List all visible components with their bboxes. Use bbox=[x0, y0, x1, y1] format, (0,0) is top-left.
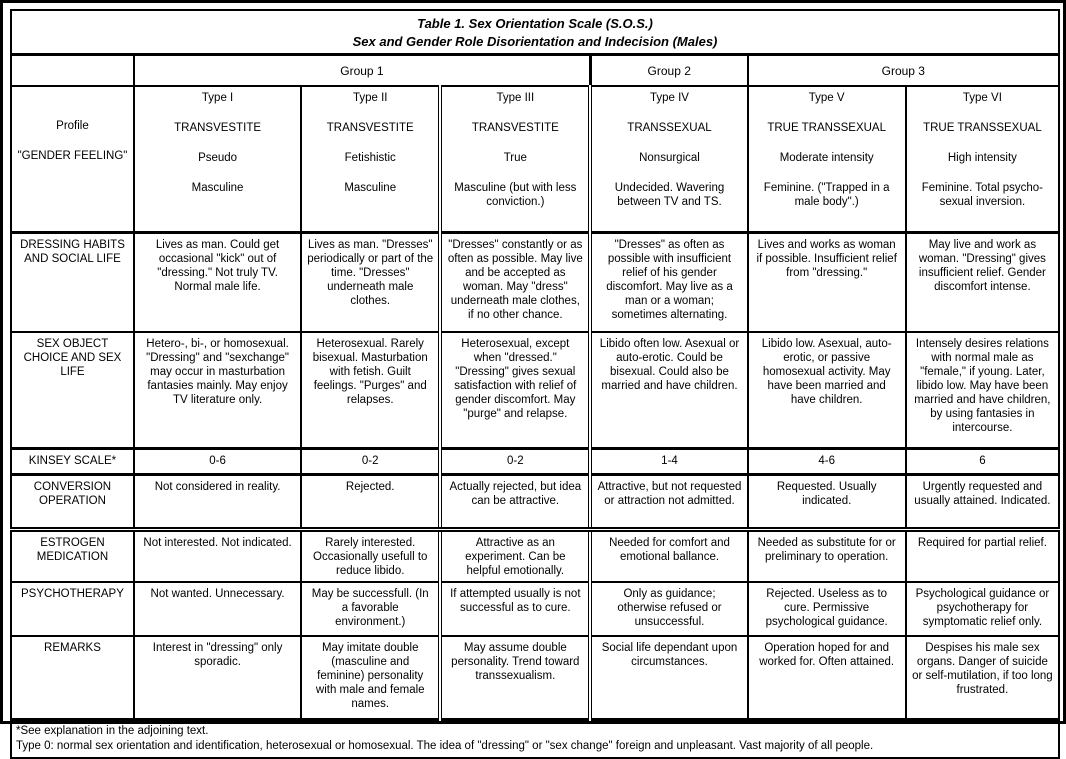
psychotherapy-row bbox=[11, 582, 1059, 636]
estrogen-medication-type-3: Attractive as an experiment. Can be helpful emotionally. bbox=[440, 530, 590, 583]
remarks-type-4: Social life dependant upon circumstances. bbox=[590, 636, 747, 720]
conversion-operation-type-1: Not considered in reality. bbox=[134, 475, 301, 530]
row-label-conversion-operation: CONVERSION OPERATION bbox=[11, 475, 134, 530]
type-3-category: TRANSVESTITE bbox=[471, 122, 559, 135]
dressing-habits-type-1: Lives as man. Could get occasional "kick" out of "dressing." Not truly TV. Normal male life. bbox=[134, 233, 301, 333]
type-2-subtype: Fetishistic bbox=[344, 152, 396, 165]
table-title bbox=[11, 10, 1059, 55]
remarks-row bbox=[11, 636, 1059, 720]
psychotherapy-type-4: Only as guidance; otherwise refused or unsuccessful. bbox=[590, 582, 747, 636]
footnote-row bbox=[11, 720, 1059, 759]
psychotherapy-type-3: If attempted usually is not successful as to cure. bbox=[440, 582, 590, 636]
type-2-number: Type II bbox=[352, 92, 388, 104]
estrogen-medication-type-4: Needed for comfort and emotional ballance. bbox=[590, 530, 747, 583]
row-label-psychotherapy: PSYCHOTHERAPY bbox=[11, 582, 134, 636]
conversion-operation-type-5: Requested. Usually indicated. bbox=[748, 475, 906, 530]
type-2-gender-feeling: Masculine bbox=[344, 182, 397, 195]
footnote-line1: *See explanation in the adjoining text. bbox=[16, 725, 209, 738]
conversion-operation-type-2: Rejected. bbox=[301, 475, 440, 530]
type-6-number: Type VI bbox=[962, 92, 1002, 104]
type-1-category: TRANSVESTITE bbox=[174, 122, 262, 135]
dressing-habits-type-3: "Dresses" constantly or as often as possible. May live and be accepted as woman. May "dress" underneath male clothes, if no other chance. bbox=[440, 233, 590, 333]
remarks-type-3: May assume double personality. Trend toward transsexualism. bbox=[440, 636, 590, 720]
type-1-number: Type I bbox=[201, 92, 234, 104]
dressing-habits-type-6: May live and work as woman. "Dressing" gives insufficient relief. Gender discomfort intense. bbox=[906, 233, 1059, 333]
group-header-row bbox=[11, 55, 1059, 87]
dressing-habits-type-2: Lives as man. "Dresses" periodically or part of the time. "Dresses" underneath male clothes. bbox=[301, 233, 440, 333]
conversion-operation-type-4: Attractive, but not requested or attraction not admitted. bbox=[590, 475, 747, 530]
type-6-header-cell bbox=[906, 86, 1059, 233]
table-title-line1: Table 1. Sex Orientation Scale (S.O.S.) bbox=[417, 16, 653, 31]
type-4-header-cell bbox=[590, 86, 747, 233]
type-profile-row bbox=[11, 86, 1059, 233]
conversion-operation-type-6: Urgently requested and usually attained. Indicated. bbox=[906, 475, 1059, 530]
sex-object-type-4: Libido often low. Asexual or auto-erotic. Could be bisexual. Could also be married and have children. bbox=[590, 332, 747, 449]
estrogen-medication-row bbox=[11, 530, 1059, 583]
type-6-category: TRUE TRANSSEXUAL bbox=[923, 122, 1042, 135]
sex-object-type-3: Heterosexual, except when "dressed." "Dressing" gives sexual satisfaction with relief of gender discomfort. May "purge" and relapse. bbox=[440, 332, 590, 449]
row-label-sex-object-choice: SEX OBJECT CHOICE AND SEX LIFE bbox=[11, 332, 134, 449]
type-1-header-cell bbox=[134, 86, 301, 233]
sex-object-choice-row bbox=[11, 332, 1059, 449]
group-2-header: Group 2 bbox=[590, 55, 747, 87]
profile-label-line1: Profile bbox=[56, 120, 89, 132]
type-3-number: Type III bbox=[496, 92, 535, 104]
group-1-header: Group 1 bbox=[134, 55, 590, 87]
type-2-header-cell bbox=[301, 86, 440, 233]
type-5-number: Type V bbox=[808, 92, 845, 104]
sos-table bbox=[10, 9, 1060, 759]
type-4-number: Type IV bbox=[649, 92, 689, 104]
footnote-cell bbox=[11, 720, 1059, 759]
remarks-type-1: Interest in "dressing" only sporadic. bbox=[134, 636, 301, 720]
kinsey-scale-type-2: 0-2 bbox=[301, 449, 440, 475]
kinsey-scale-type-4: 1-4 bbox=[590, 449, 747, 475]
psychotherapy-type-5: Rejected. Useless as to cure. Permissive psychological guidance. bbox=[748, 582, 906, 636]
kinsey-scale-type-6: 6 bbox=[906, 449, 1059, 475]
title-row bbox=[11, 10, 1059, 55]
type-3-subtype: True bbox=[503, 152, 527, 165]
estrogen-medication-type-1: Not interested. Not indicated. bbox=[134, 530, 301, 583]
psychotherapy-type-6: Psychological guidance or psychotherapy for symptomatic relief only. bbox=[906, 582, 1059, 636]
row-label-dressing-habits: DRESSING HABITS AND SOCIAL LIFE bbox=[11, 233, 134, 333]
type-6-subtype: High intensity bbox=[947, 152, 1017, 165]
type-4-category: TRANSSEXUAL bbox=[627, 122, 712, 135]
type-5-gender-feeling: Feminine. ("Trapped in a male body".) bbox=[763, 182, 890, 209]
row-label-remarks: REMARKS bbox=[11, 636, 134, 720]
dressing-habits-row bbox=[11, 233, 1059, 333]
kinsey-scale-type-3: 0-2 bbox=[440, 449, 590, 475]
sex-object-type-5: Libido low. Asexual, auto-erotic, or passive homosexual activity. May have been married and have children. bbox=[748, 332, 906, 449]
type-3-gender-feeling: Masculine (but with less conviction.) bbox=[454, 182, 577, 209]
sex-object-type-6: Intensely desires relations with normal male as "female," if young. Later, libido low. May have been married and have children, by using fantasies in intercourse. bbox=[906, 332, 1059, 449]
remarks-type-6: Despises his male sex organs. Danger of suicide or self-mutilation, if too long frustrated. bbox=[906, 636, 1059, 720]
dressing-habits-type-4: "Dresses" as often as possible with insufficient relief of his gender discomfort. May live as a man or a woman; sometimes alternating. bbox=[590, 233, 747, 333]
psychotherapy-type-2: May be successfull. (In a favorable environment.) bbox=[301, 582, 440, 636]
type-3-header-cell bbox=[440, 86, 590, 233]
group-3-header: Group 3 bbox=[748, 55, 1059, 87]
kinsey-scale-type-1: 0-6 bbox=[134, 449, 301, 475]
remarks-type-2: May imitate double (masculine and feminine) personality with male and female names. bbox=[301, 636, 440, 720]
type-1-subtype: Pseudo bbox=[198, 152, 238, 165]
type-4-subtype: Nonsurgical bbox=[639, 152, 700, 165]
psychotherapy-type-1: Not wanted. Unnecessary. bbox=[134, 582, 301, 636]
kinsey-scale-row bbox=[11, 449, 1059, 475]
estrogen-medication-type-2: Rarely interested. Occasionally usefull to reduce libido. bbox=[301, 530, 440, 583]
footnote-line2: Type 0: normal sex orientation and identification, heterosexual or homosexual. The idea of "dressing" or "sex change" foreign and unpleasant. Vast majority of all people. bbox=[16, 739, 874, 752]
conversion-operation-type-3: Actually rejected, but idea can be attractive. bbox=[440, 475, 590, 530]
estrogen-medication-type-6: Required for partial relief. bbox=[906, 530, 1059, 583]
type-6-gender-feeling: Feminine. Total psycho-sexual inversion. bbox=[921, 182, 1043, 209]
profile-label-line2: "GENDER FEELING" bbox=[17, 150, 128, 163]
type-5-category: TRUE TRANSSEXUAL bbox=[767, 122, 886, 135]
group-header-empty-cell bbox=[11, 55, 134, 87]
estrogen-medication-type-5: Needed as substitute for or preliminary to operation. bbox=[748, 530, 906, 583]
type-1-gender-feeling: Masculine bbox=[191, 182, 244, 195]
sex-object-type-2: Heterosexual. Rarely bisexual. Masturbation with fetish. Guilt feelings. "Purges" and relapses. bbox=[301, 332, 440, 449]
row-label-estrogen-medication: ESTROGEN MEDICATION bbox=[11, 530, 134, 583]
kinsey-scale-type-5: 4-6 bbox=[748, 449, 906, 475]
sex-object-type-1: Hetero-, bi-, or homosexual. "Dressing" and "sexchange" may occur in masturbation fantasies mainly. May enjoy TV literature only. bbox=[134, 332, 301, 449]
dressing-habits-type-5: Lives and works as woman if possible. Insufficient relief from "dressing." bbox=[748, 233, 906, 333]
table-title-line2: Sex and Gender Role Disorientation and Indecision (Males) bbox=[352, 33, 718, 49]
type-5-header-cell bbox=[748, 86, 906, 233]
type-4-gender-feeling: Undecided. Wavering between TV and TS. bbox=[614, 182, 725, 209]
type-2-category: TRANSVESTITE bbox=[326, 122, 414, 135]
remarks-type-5: Operation hoped for and worked for. Often attained. bbox=[748, 636, 906, 720]
conversion-operation-row bbox=[11, 475, 1059, 530]
profile-row-label bbox=[11, 86, 134, 233]
type-5-subtype: Moderate intensity bbox=[779, 152, 874, 165]
row-label-kinsey-scale: KINSEY SCALE* bbox=[11, 449, 134, 475]
